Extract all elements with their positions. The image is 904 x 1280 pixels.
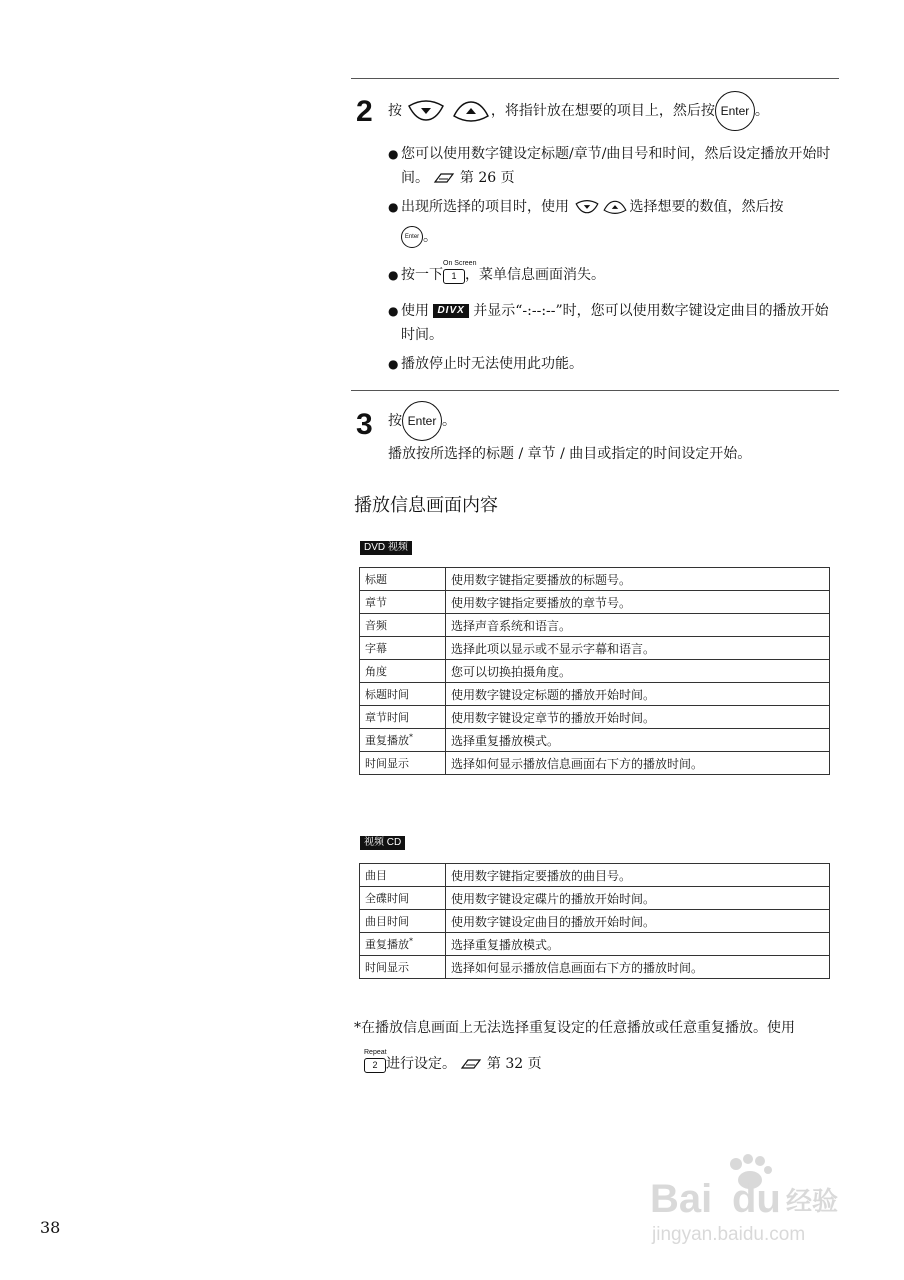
footnote-ref: 第 32 页	[486, 1056, 542, 1072]
dvd-video-tag: DVD 视频	[360, 541, 412, 555]
asterisk: *	[409, 936, 413, 946]
footnote-line-2	[364, 1049, 542, 1075]
bullet-4-text-b: 并显示“-:--:--”时，您可以使用数字键设定曲目的播放开始时间。	[401, 303, 829, 343]
item-cell: 标题时间	[360, 683, 446, 706]
up-arrow-button-icon	[601, 200, 629, 214]
svg-text:经验: 经验	[786, 1187, 839, 1217]
desc-cell: 选择此项以显示或不显示字幕和语言。	[446, 637, 830, 660]
step-2-end: 。	[754, 103, 769, 119]
bullet-4-text-a: 使用	[401, 303, 429, 319]
bullet-2-text-b: 选择想要的数值，然后按	[629, 199, 784, 215]
page-number: 38	[40, 1218, 61, 1237]
item-cell: 时间显示	[360, 752, 446, 775]
item-cell: 章节	[360, 591, 446, 614]
table-row	[360, 637, 830, 660]
item-cell-with-note	[360, 729, 446, 752]
step-3-end: 。	[442, 413, 456, 429]
item-cell: 角度	[360, 660, 446, 683]
desc-cell: 使用数字键指定要播放的曲目号。	[446, 864, 830, 887]
table-row	[360, 706, 830, 729]
bullet-5	[388, 352, 848, 376]
desc-cell: 使用数字键设定章节的播放开始时间。	[446, 706, 830, 729]
item-cell: 曲目	[360, 864, 446, 887]
item-cell: 重复播放	[365, 734, 409, 747]
item-cell: 时间显示	[360, 956, 446, 979]
down-arrow-button-icon	[406, 100, 446, 122]
top-divider	[351, 78, 839, 79]
bullet-4	[388, 299, 848, 347]
bullet-2-end: 。	[423, 229, 437, 245]
bullet-2	[388, 195, 848, 255]
item-cell: 字幕	[360, 637, 446, 660]
step-2-prefix: 按	[388, 103, 402, 119]
svg-text:Bai: Bai	[650, 1177, 713, 1221]
video-cd-tag: 视频 CD	[360, 836, 405, 850]
step-2-number: 2	[356, 95, 373, 128]
table-row	[360, 614, 830, 637]
svg-text:jingyan.baidu.com: jingyan.baidu.com	[652, 1224, 806, 1245]
desc-cell: 使用数字键设定曲目的播放开始时间。	[446, 910, 830, 933]
step-3-number: 3	[356, 408, 373, 441]
table-row	[360, 864, 830, 887]
bullet-dot: ●	[388, 268, 399, 282]
bullet-3-text-a: 按一下	[401, 267, 443, 283]
bullet-1-text: 您可以使用数字键设定标题/章节/曲目号和时间，然后设定播放开始时间。	[401, 146, 831, 186]
bullet-dot: ●	[388, 304, 399, 318]
item-cell: 重复播放	[365, 938, 409, 951]
up-arrow-button-icon	[451, 100, 491, 122]
bullet-dot: ●	[388, 200, 399, 214]
repeat-key-icon	[364, 1049, 387, 1075]
table-row	[360, 933, 830, 956]
desc-cell: 使用数字键指定要播放的标题号。	[446, 568, 830, 591]
bullet-3	[388, 260, 848, 293]
key-caption: Repeat	[364, 1049, 387, 1056]
bullet-dot: ●	[388, 147, 399, 161]
item-cell: 音频	[360, 614, 446, 637]
asterisk: *	[409, 732, 413, 742]
baidu-watermark-logo	[648, 1150, 848, 1250]
table-row	[360, 910, 830, 933]
bullet-1	[388, 142, 848, 190]
key-caption: On Screen	[443, 260, 477, 267]
desc-cell: 使用数字键设定碟片的播放开始时间。	[446, 887, 830, 910]
bullet-3-text-b: ，菜单信息画面消失。	[465, 267, 605, 283]
step-2-instruction	[388, 91, 769, 131]
desc-cell: 选择重复播放模式。	[446, 933, 830, 956]
table-row	[360, 683, 830, 706]
svg-text:du: du	[732, 1177, 781, 1221]
bullet-1-ref: 第 26 页	[459, 170, 515, 186]
step-divider	[351, 390, 839, 391]
desc-cell: 选择重复播放模式。	[446, 729, 830, 752]
item-cell-with-note	[360, 933, 446, 956]
item-cell: 全碟时间	[360, 887, 446, 910]
table-row	[360, 752, 830, 775]
item-cell: 章节时间	[360, 706, 446, 729]
bullet-2-text-a: 出现所选择的项目时，使用	[401, 199, 569, 215]
desc-cell: 您可以切换拍摄角度。	[446, 660, 830, 683]
table-row	[360, 729, 830, 752]
key-label: 2	[364, 1058, 386, 1073]
desc-cell: 使用数字键设定标题的播放开始时间。	[446, 683, 830, 706]
desc-cell: 选择声音系统和语言。	[446, 614, 830, 637]
footnote-line-1: *在播放信息画面上无法选择重复设定的任意播放或任意重复播放。使用	[354, 1020, 795, 1036]
table-row	[360, 956, 830, 979]
table-row	[360, 568, 830, 591]
step-2-text: ，将指针放在想要的项目上，然后按	[490, 103, 715, 119]
desc-cell: 选择如何显示播放信息画面右下方的播放时间。	[446, 956, 830, 979]
onscreen-key-icon	[443, 260, 477, 287]
divx-logo: DIVX	[433, 304, 468, 318]
footnote-text: 进行设定。	[386, 1056, 456, 1072]
item-cell: 标题	[360, 568, 446, 591]
table-row	[360, 887, 830, 910]
page-reference-icon	[433, 172, 455, 184]
step-3-description: 播放按所选择的标题 / 章节 / 曲目或指定的时间设定开始。	[388, 446, 752, 462]
vcd-info-table	[359, 863, 830, 979]
item-cell: 曲目时间	[360, 910, 446, 933]
page-reference-icon	[460, 1058, 482, 1070]
desc-cell: 使用数字键指定要播放的章节号。	[446, 591, 830, 614]
step-3-prefix: 按	[388, 413, 402, 429]
desc-cell: 选择如何显示播放信息画面右下方的播放时间。	[446, 752, 830, 775]
section-title: 播放信息画面内容	[354, 495, 498, 516]
bullet-5-text: 播放停止时无法使用此功能。	[401, 356, 583, 372]
bullet-dot: ●	[388, 357, 399, 371]
step-3-instruction	[388, 401, 456, 441]
enter-button-icon: Enter	[401, 226, 423, 248]
key-label: 1	[443, 269, 465, 284]
table-row	[360, 660, 830, 683]
enter-button-icon: Enter	[402, 401, 442, 441]
enter-button-icon: Enter	[715, 91, 755, 131]
table-row	[360, 591, 830, 614]
down-arrow-button-icon	[573, 200, 601, 214]
dvd-info-table	[359, 567, 830, 775]
